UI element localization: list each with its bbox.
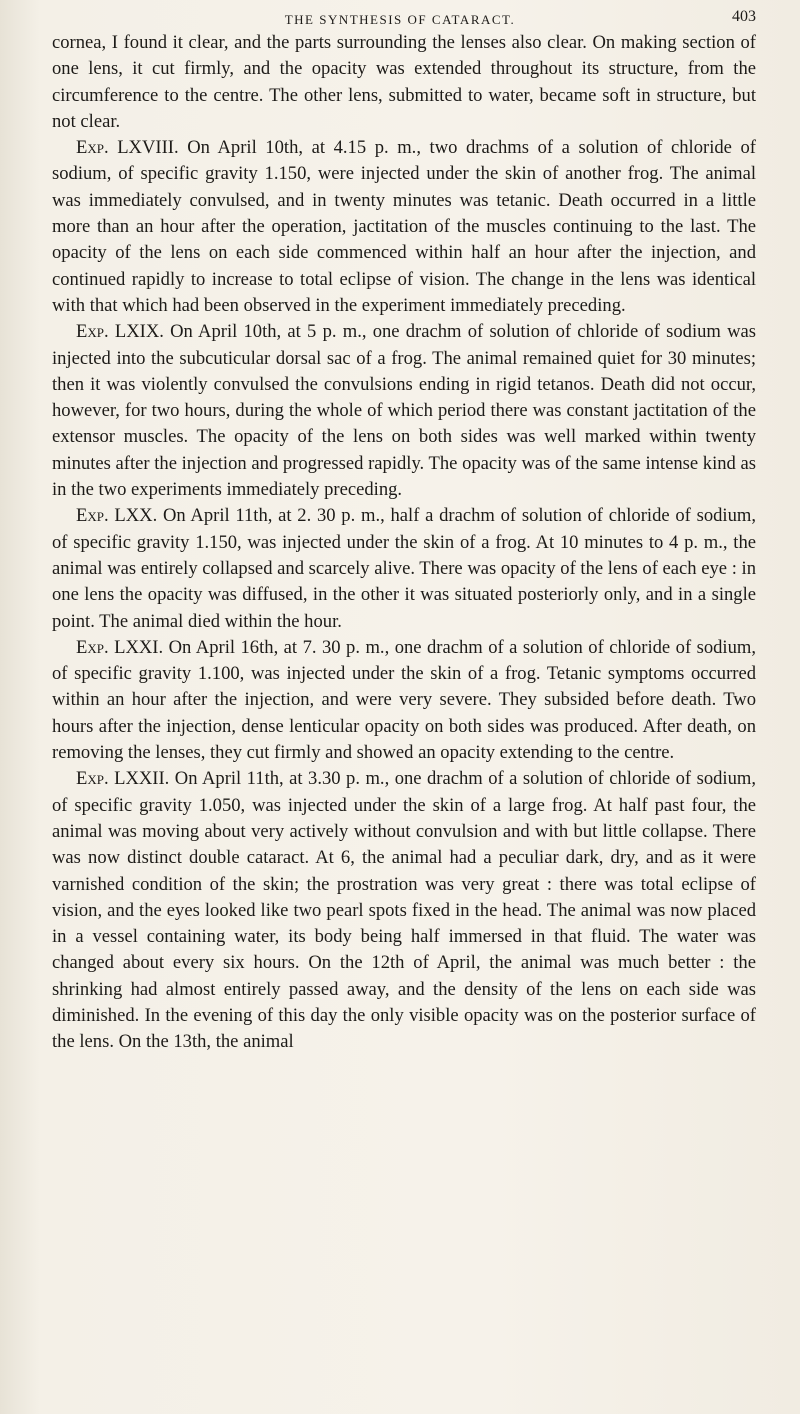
experiment-label: Exp. LXIX. [76,321,164,343]
body-text [52,30,756,1056]
paragraph-text: On April 11th, at 3.30 p. m., one drachm of a solution of chloride of sodium, of specific gravity 1.050, was injected under the skin of a large frog. At half past four, the animal was moving about very actively without convulsion and with but little collapse. There was now distinct double cataract. At 6, the animal had a peculiar dark, dry, and as it were varnished condition of the skin; the prostration was very great : there was total eclipse of vision, and the eyes looked like two pearl spots fixed in the head. The animal was now placed in a vessel containing water, its body being half immersed in that fluid. The water was changed about every six hours. On the 12th of April, the animal was much better : the shrinking had almost entirely passed away, and the density of the lens on each side was diminished. In the evening of this day the only visible opacity was on the posterior surface of the lens. On the 13th, the animal [52,768,756,1053]
page-header [44,6,756,32]
experiment-label: Exp. LXXII. [76,768,170,790]
experiment-70 [52,503,756,634]
experiment-label: Exp. LXVIII. [76,137,179,159]
paragraph-text: On April 16th, at 7. 30 p. m., one drachm of a solution of chloride of sodium, of specific gravity 1.100, was injected under the skin of a frog. Tetanic symptoms occurred within an hour after the injection, and were very severe. They subsided before death. Two hours after the injection, dense lenticular opacity on both sides was produced. After death, on removing the lenses, they cut firmly and showed an opacity extending to the centre. [52,636,757,764]
paragraph-text: On April 10th, at 4.15 p. m., two drachms of a solution of chloride of sodium, of specific gravity 1.150, were injected under the skin of another frog. The animal was immediately convulsed, and in twenty minutes was tetanic. Death occurred in a little more than an hour after the operation, jactitation of the muscles continuing to the last. The opacity of the lens on each side commenced within half an hour after the injection, and continued rapidly to increase to total eclipse of vision. The change in the lens was identical with that which had been observed in the experiment immediately preceding. [52,137,756,316]
paragraph-continuation [52,30,756,135]
running-head: THE SYNTHESIS OF CATARACT. [284,12,516,27]
paragraph-text: On April 11th, at 2. 30 p. m., half a drachm of solution of chloride of sodium, of specific gravity 1.150, was injected under the skin of a frog. At 10 minutes to 4 p. m., the animal was entirely collapsed and scarcely alive. There was opacity of the lens of each eye : in one lens the opacity was diffused, in the other it was situated posteriorly only, and in a single point. The animal died within the hour. [52,505,756,632]
experiment-69 [52,319,756,503]
paragraph-text: cornea, I found it clear, and the parts surrounding the lenses also clear. On making section of one lens, it cut firmly, and the opacity was extended throughout its structure, from the circumference to the centre. The other lens, submitted to water, became soft in structure, but not clear. [52,32,756,132]
paragraph-text: On April 10th, at 5 p. m., one drachm of solution of chloride of sodium was injected into the subcuticular dorsal sac of a frog. The animal remained quiet for 30 minutes; then it was violently convulsed the convulsions ending in rigid tetanos. Death did not occur, however, for two hours, during the whole of which period there was constant jactitation of the extensor muscles. The opacity of the lens on both sides was well marked within twenty minutes after the injection and progressed rapidly. The opacity was of the same intense kind as in the two experiments immediately preceding. [52,321,757,501]
experiment-71 [52,635,756,766]
experiment-68 [52,135,756,319]
experiment-72 [52,766,756,1055]
page-number: 403 [732,8,756,25]
experiment-label: Exp. LXX. [76,505,158,527]
experiment-label: Exp. LXXI. [76,636,164,658]
